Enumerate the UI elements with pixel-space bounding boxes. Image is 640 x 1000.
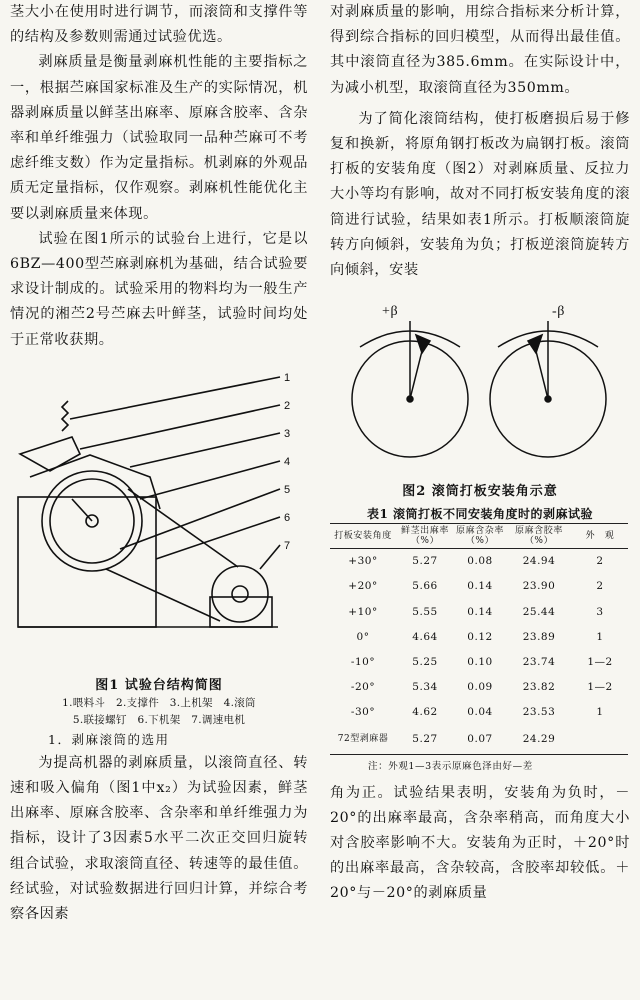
left-paragraph-4: 为提高机器的剥麻质量，以滚筒直径、转速和吸入偏角（图1中x₂）为试验因素，鲜茎出麻率、原麻含胶率、含杂率和单纤维强力为指标，设计了3因素5水平二次正交回归旋转组合试验，求取滚筒直径、转速等的最佳值。经试验，对试验数据进行回归计算，并综合考察各因素 [10,754,308,923]
table-cell: 1—2 [587,656,613,669]
table-cell: 23.89 [522,630,556,643]
table-cell [572,726,628,755]
table-row [330,574,628,599]
table-header-gum: 原麻含胶率（%） [506,524,572,549]
table-cell: 1 [596,706,604,719]
table-header-impurity: 原麻含杂率（%） [454,524,506,549]
left-paragraph-2: 剥麻质量是衡量剥麻机性能的主要指标之一，根据苎麻国家标准及生产的实际情况，机器剥麻质量以鲜茎出麻率、原麻含胶率、含杂率和单纤维强力（试验取同一品种苎麻可不考虑纤维支数）作为定量指标。机剥麻的外观品质无定量指标，仅作观察。剥麻机性能优化主要以剥麻质量来体现。 [10,54,308,222]
table-cell: 0.14 [467,580,493,593]
table-cell: 5.25 [412,656,438,669]
table-row [330,625,628,650]
figure-2-caption: 图2 滚筒打板安装角示意 [402,484,558,500]
fig2-label-minus-beta: -β [552,304,565,320]
table-row [330,650,628,675]
section-heading: 1．剥麻滚筒的选用 [48,731,170,747]
table-cell: 5.55 [412,605,438,618]
table-cell: 2 [596,555,604,568]
table-row [330,549,628,575]
table-cell: 24.94 [522,555,556,568]
table-cell: 0° [356,630,370,643]
table-row [330,675,628,700]
table-cell: 0.09 [467,681,493,694]
table-cell: 4.64 [412,630,438,643]
table-header-appearance: 外 观 [572,524,628,549]
table-cell: 5.34 [412,681,438,694]
figure-1-caption: 图1 试验台结构简图 [95,677,223,693]
right-paragraph-2: 为了简化滚筒结构，使打板磨损后易于修复和换新，将原角钢打板改为扁钢打板。滚筒打板的安装角度（图2）对剥麻质量、反拉力大小等均有影响，故对不同打板安装角度的滚筒进行试验，结果如表1所示。打板顺滚筒旋转方向倾斜，安装角为负；打板逆滚筒旋转方向倾斜，安装 [330,110,630,279]
table-1 [330,523,628,754]
table-cell: 4.62 [412,706,438,719]
table-cell: 3 [596,605,604,618]
table-cell: 23.74 [522,656,556,669]
table-cell: 0.04 [467,706,493,719]
blade-angle-diagram [330,287,630,475]
table-header-row [330,524,628,549]
right-paragraph-1: 对剥麻质量的影响，用综合指标来分析计算，得到综合指标的回归模型，从而得出最佳值。其中滚筒直径为385.6mm。在实际设计中，为减小机型，取滚筒直径为350mm。 [330,4,630,96]
table-cell: 24.29 [506,726,572,755]
table-row [330,600,628,625]
left-column [10,0,308,927]
left-paragraph-1: 茎大小在使用时进行调节，而滚筒和支撑件等的结构及参数则需通过试验优选。 [10,4,308,46]
table-cell: 0.07 [454,726,506,755]
table-cell: 5.27 [412,555,438,568]
table-cell: 5.66 [412,580,438,593]
left-paragraph-3: 试验在图1所示的试验台上进行，它是以6BZ—400型苎麻剥麻机为基础，结合试验要求设计制成的。试验采用的物料均为一般生产情况的湘苎2号苎麻去叶鲜茎，试验时间均处于正常收获期。 [10,230,308,348]
table-1-note: 注：外观1—3表示原麻色泽由好—差 [368,760,533,772]
fig2-label-plus-beta: +β [382,304,399,320]
table-cell: 23.90 [522,580,556,593]
figure-1 [10,359,308,729]
fig1-label-3: 3 [284,427,291,440]
figure-1-legend-1: 1.喂料斗 2.支撑件 3.上机架 4.滚筒 [62,696,256,709]
figure-2 [330,287,630,501]
table-cell: 72型剥麻器 [330,726,396,755]
table-cell: 1—2 [587,681,613,694]
table-row [330,700,628,725]
table-cell: -20° [350,681,376,694]
table-cell: 0.08 [467,555,493,568]
table-cell: -10° [350,656,376,669]
fig1-label-6: 6 [284,511,291,524]
figure-1-legend-2: 5.联接螺钉 6.下机架 7.调速电机 [72,713,246,726]
fig1-label-5: 5 [284,483,291,496]
test-bench-diagram [10,359,308,677]
table-cell: -30° [350,706,376,719]
right-paragraph-3: 角为正。试验结果表明，安装角为负时，－20°的出麻率最高，含杂率稍高，而角度大小对含胶率影响不大。安装角为正时，＋20°时的出麻率最高，含杂较高，含胶率却较低。＋20°与－20°的剥麻质量 [330,784,630,902]
table-cell: 23.53 [522,706,556,719]
table-cell: +30° [348,555,378,568]
table-cell: +10° [348,605,378,618]
table-cell: 0.10 [467,656,493,669]
table-cell: +20° [348,580,378,593]
table-1-title: 表1 滚筒打板不同安装角度时的剥麻试验 [366,507,594,522]
table-cell: 0.14 [467,605,493,618]
table-cell: 0.12 [467,630,493,643]
table-cell: 1 [596,630,604,643]
table-cell: 5.27 [396,726,454,755]
fig1-label-1: 1 [284,371,291,384]
fig1-label-2: 2 [284,399,291,412]
table-row [330,726,628,755]
table-cell: 23.82 [522,681,556,694]
table-cell: 2 [596,580,604,593]
table-cell: 25.44 [522,605,556,618]
table-header-angle: 打板安装角度 [330,524,396,549]
table-header-yield: 鲜茎出麻率（%） [396,524,454,549]
fig1-label-4: 4 [284,455,291,468]
right-column [330,0,630,907]
fig1-label-7: 7 [284,539,291,552]
motor-pulley-shape [212,566,268,622]
